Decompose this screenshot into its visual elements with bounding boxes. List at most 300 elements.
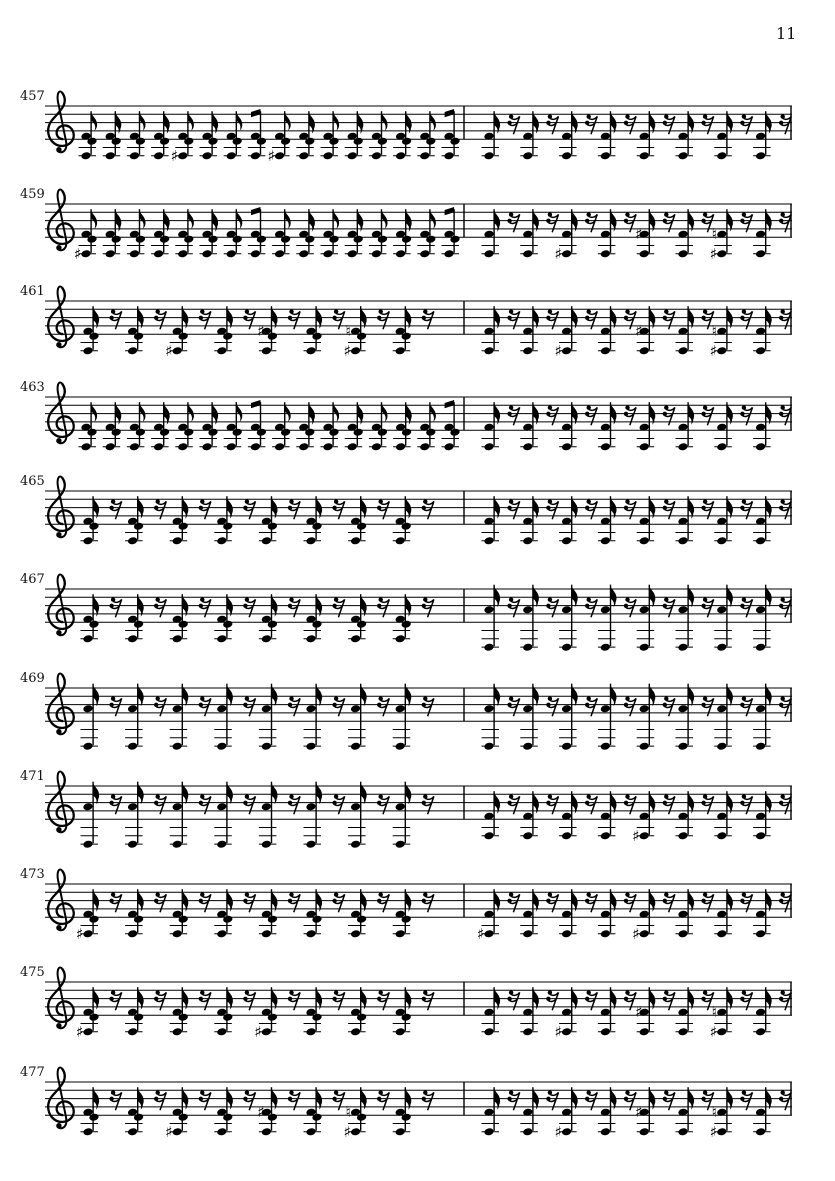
notehead bbox=[274, 442, 285, 451]
note-chord bbox=[214, 306, 233, 355]
notehead bbox=[716, 249, 727, 258]
beam-stub bbox=[445, 400, 455, 408]
sharp-accidental-icon: ♯ bbox=[554, 1023, 562, 1041]
notehead bbox=[172, 840, 183, 849]
sharp-accidental-icon: ♯ bbox=[74, 245, 82, 263]
notehead bbox=[81, 442, 92, 451]
note-chord bbox=[81, 782, 100, 849]
note-chord bbox=[125, 594, 144, 643]
note-chord bbox=[753, 111, 772, 160]
notehead bbox=[216, 929, 227, 938]
note-chord bbox=[304, 987, 323, 1036]
note-chord bbox=[520, 889, 539, 938]
notehead bbox=[261, 346, 272, 355]
sharp-accidental-icon: ♯ bbox=[709, 1123, 718, 1141]
notehead bbox=[298, 249, 309, 258]
note-chord bbox=[321, 209, 340, 258]
notehead bbox=[350, 1127, 361, 1136]
notehead bbox=[395, 634, 406, 643]
notehead bbox=[172, 1127, 183, 1136]
notehead bbox=[250, 249, 261, 258]
note-chord bbox=[637, 585, 656, 652]
note-chord bbox=[304, 496, 323, 545]
notehead bbox=[172, 536, 183, 545]
notehead bbox=[306, 704, 317, 713]
measure-number: 477 bbox=[20, 1065, 45, 1080]
notehead bbox=[83, 929, 94, 938]
note-chord bbox=[103, 402, 122, 451]
notehead bbox=[639, 1027, 650, 1036]
note-chord bbox=[714, 585, 733, 652]
sharp-accidental-icon: ♯ bbox=[554, 1123, 562, 1141]
note-chord bbox=[598, 306, 617, 355]
sharp-accidental-icon: ♯ bbox=[477, 925, 485, 943]
note-chord bbox=[676, 987, 695, 1036]
notehead bbox=[350, 536, 361, 545]
notehead bbox=[261, 929, 272, 938]
note-chord bbox=[81, 1087, 100, 1136]
sharp-accidental-icon: ♯ bbox=[709, 245, 718, 263]
notehead bbox=[127, 1027, 138, 1036]
notehead bbox=[755, 1027, 766, 1036]
sharp-accidental-icon: ♯ bbox=[343, 1123, 351, 1141]
note-chord bbox=[676, 209, 695, 258]
sharp-accidental-icon: ♯ bbox=[635, 225, 643, 244]
note-chord bbox=[81, 306, 100, 355]
notehead bbox=[484, 742, 495, 751]
notehead bbox=[127, 929, 138, 938]
note-chord bbox=[520, 684, 539, 751]
note-chord bbox=[224, 402, 243, 451]
notehead bbox=[755, 346, 766, 355]
note-chord bbox=[296, 209, 315, 258]
notehead bbox=[395, 742, 406, 751]
note-chord bbox=[393, 209, 412, 258]
notehead bbox=[81, 249, 92, 258]
notehead bbox=[716, 704, 727, 713]
notehead bbox=[716, 929, 727, 938]
note-chord bbox=[714, 791, 733, 840]
note-chord bbox=[753, 1087, 772, 1136]
note-chord bbox=[714, 684, 733, 751]
notehead bbox=[755, 249, 766, 258]
notehead bbox=[306, 802, 317, 811]
note-chord bbox=[224, 111, 243, 160]
note-chord bbox=[248, 400, 267, 451]
notehead bbox=[216, 346, 227, 355]
note-chord bbox=[304, 782, 323, 849]
staff-system bbox=[0, 267, 835, 371]
notehead bbox=[172, 1027, 183, 1036]
notehead bbox=[484, 704, 495, 713]
note-chord bbox=[676, 585, 695, 652]
measure-number: 459 bbox=[20, 187, 45, 202]
notehead bbox=[105, 151, 116, 160]
treble-clef-icon bbox=[48, 287, 74, 348]
notehead bbox=[522, 442, 533, 451]
notehead bbox=[127, 536, 138, 545]
note-chord bbox=[559, 987, 578, 1036]
notehead bbox=[600, 1027, 611, 1036]
notehead bbox=[83, 634, 94, 643]
note-chord bbox=[714, 402, 733, 451]
note-chord bbox=[151, 402, 170, 451]
note-chord bbox=[482, 1087, 501, 1136]
notehead bbox=[716, 536, 727, 545]
notehead bbox=[678, 643, 689, 652]
note-chord bbox=[175, 111, 194, 160]
notehead bbox=[395, 1027, 406, 1036]
note-chord bbox=[520, 585, 539, 652]
measure-number: 457 bbox=[20, 89, 45, 104]
notehead bbox=[755, 536, 766, 545]
notehead bbox=[484, 831, 495, 840]
note-chord bbox=[559, 306, 578, 355]
note-chord bbox=[676, 496, 695, 545]
note-chord bbox=[214, 1087, 233, 1136]
note-chord bbox=[103, 111, 122, 160]
staff-system bbox=[0, 363, 835, 467]
notehead bbox=[522, 151, 533, 160]
notehead bbox=[522, 605, 533, 614]
notehead bbox=[600, 643, 611, 652]
note-chord bbox=[200, 111, 219, 160]
notehead bbox=[261, 1127, 272, 1136]
note-chord bbox=[175, 402, 194, 451]
notehead bbox=[350, 840, 361, 849]
note-chord bbox=[296, 111, 315, 160]
notehead bbox=[83, 704, 94, 713]
notehead bbox=[600, 605, 611, 614]
note-chord bbox=[482, 402, 501, 451]
notehead bbox=[323, 249, 334, 258]
sharp-accidental-icon: ♯ bbox=[267, 147, 275, 165]
note-chord bbox=[259, 496, 278, 545]
note-chord bbox=[417, 402, 436, 451]
notehead bbox=[177, 249, 188, 258]
note-chord bbox=[175, 209, 194, 258]
staff-system bbox=[0, 555, 835, 659]
notehead bbox=[561, 536, 572, 545]
measure-number: 463 bbox=[20, 380, 45, 395]
notehead bbox=[261, 802, 272, 811]
note-chord bbox=[81, 496, 100, 545]
notehead bbox=[678, 1027, 689, 1036]
note-chord bbox=[676, 111, 695, 160]
note-chord bbox=[598, 402, 617, 451]
note-chord bbox=[714, 111, 733, 160]
notehead bbox=[600, 1127, 611, 1136]
note-chord bbox=[753, 684, 772, 751]
notehead bbox=[678, 704, 689, 713]
note-chord bbox=[348, 594, 367, 643]
note-chord bbox=[753, 987, 772, 1036]
notehead bbox=[172, 742, 183, 751]
note-chord bbox=[598, 496, 617, 545]
notehead bbox=[172, 634, 183, 643]
notehead bbox=[639, 151, 650, 160]
notehead bbox=[484, 643, 495, 652]
notehead bbox=[323, 151, 334, 160]
beam-stub bbox=[445, 109, 455, 117]
notehead bbox=[639, 831, 650, 840]
notehead bbox=[600, 831, 611, 840]
note-chord bbox=[321, 402, 340, 451]
notehead bbox=[202, 249, 213, 258]
notehead bbox=[444, 249, 455, 258]
notehead bbox=[561, 249, 572, 258]
note-chord bbox=[348, 782, 367, 849]
notehead bbox=[306, 840, 317, 849]
note-chord bbox=[125, 889, 144, 938]
notehead bbox=[261, 742, 272, 751]
note-chord bbox=[170, 306, 189, 355]
notehead bbox=[202, 442, 213, 451]
notehead bbox=[395, 1127, 406, 1136]
notehead bbox=[522, 536, 533, 545]
note-chord bbox=[598, 684, 617, 751]
treble-clef-icon bbox=[48, 190, 74, 251]
note-chord bbox=[442, 207, 461, 258]
notehead bbox=[678, 442, 689, 451]
note-chord bbox=[393, 987, 412, 1036]
notehead bbox=[306, 346, 317, 355]
note-chord bbox=[520, 1087, 539, 1136]
notehead bbox=[395, 929, 406, 938]
notehead bbox=[350, 704, 361, 713]
note-chord bbox=[345, 111, 364, 160]
notehead bbox=[347, 442, 358, 451]
notehead bbox=[177, 151, 188, 160]
notehead bbox=[639, 704, 650, 713]
note-chord bbox=[482, 889, 501, 938]
sharp-accidental-icon: ♯ bbox=[709, 1023, 718, 1041]
note-chord bbox=[170, 594, 189, 643]
notehead bbox=[419, 442, 430, 451]
notehead bbox=[226, 151, 237, 160]
note-chord bbox=[272, 402, 291, 451]
notehead bbox=[298, 151, 309, 160]
note-chord bbox=[676, 1087, 695, 1136]
natural-accidental-icon: ♮ bbox=[711, 322, 718, 341]
sharp-accidental-icon: ♯ bbox=[76, 1023, 84, 1041]
note-chord bbox=[348, 889, 367, 938]
staff-system bbox=[0, 948, 835, 1052]
notehead bbox=[755, 704, 766, 713]
note-chord bbox=[482, 791, 501, 840]
staff-system bbox=[0, 170, 835, 274]
notehead bbox=[600, 442, 611, 451]
notehead bbox=[716, 1027, 727, 1036]
note-chord bbox=[482, 987, 501, 1036]
treble-clef-icon bbox=[48, 92, 74, 153]
notehead bbox=[395, 802, 406, 811]
notehead bbox=[716, 1127, 727, 1136]
notehead bbox=[716, 831, 727, 840]
measure-number: 465 bbox=[20, 474, 45, 489]
note-chord bbox=[200, 209, 219, 258]
notehead bbox=[484, 536, 495, 545]
notehead bbox=[484, 1027, 495, 1036]
note-chord bbox=[125, 306, 144, 355]
notehead bbox=[484, 605, 495, 614]
treble-clef-icon bbox=[48, 674, 74, 735]
sharp-accidental-icon: ♯ bbox=[635, 1003, 643, 1022]
note-chord bbox=[753, 889, 772, 938]
staff-system bbox=[0, 457, 835, 561]
notehead bbox=[153, 151, 164, 160]
note-chord bbox=[125, 684, 144, 751]
note-chord bbox=[520, 791, 539, 840]
notehead bbox=[484, 346, 495, 355]
note-chord bbox=[559, 889, 578, 938]
notehead bbox=[202, 151, 213, 160]
note-chord bbox=[79, 111, 98, 160]
note-chord bbox=[125, 1087, 144, 1136]
notehead bbox=[522, 1027, 533, 1036]
notehead bbox=[639, 249, 650, 258]
notehead bbox=[129, 442, 140, 451]
notehead bbox=[172, 929, 183, 938]
notehead bbox=[678, 151, 689, 160]
note-chord bbox=[393, 684, 412, 751]
natural-accidental-icon: ♮ bbox=[345, 322, 351, 341]
notehead bbox=[105, 442, 116, 451]
treble-clef-icon bbox=[48, 575, 74, 636]
measure-number: 473 bbox=[20, 867, 45, 882]
notehead bbox=[561, 742, 572, 751]
note-chord bbox=[272, 111, 291, 160]
sharp-accidental-icon: ♯ bbox=[257, 322, 265, 341]
staff-system bbox=[0, 752, 835, 856]
notehead bbox=[600, 704, 611, 713]
note-chord bbox=[417, 209, 436, 258]
note-chord bbox=[369, 402, 388, 451]
notehead bbox=[600, 249, 611, 258]
note-chord bbox=[393, 496, 412, 545]
notehead bbox=[639, 536, 650, 545]
notehead bbox=[350, 346, 361, 355]
notehead bbox=[226, 249, 237, 258]
sharp-accidental-icon: ♯ bbox=[254, 1023, 262, 1041]
notehead bbox=[216, 634, 227, 643]
notehead bbox=[600, 346, 611, 355]
note-chord bbox=[259, 782, 278, 849]
note-chord bbox=[259, 889, 278, 938]
note-chord bbox=[417, 111, 436, 160]
notehead bbox=[755, 831, 766, 840]
notehead bbox=[678, 929, 689, 938]
notehead bbox=[153, 442, 164, 451]
notehead bbox=[216, 1127, 227, 1136]
notehead bbox=[127, 346, 138, 355]
note-chord bbox=[520, 402, 539, 451]
staff-system bbox=[0, 850, 835, 954]
notehead bbox=[177, 442, 188, 451]
note-chord bbox=[304, 1087, 323, 1136]
notehead bbox=[484, 1127, 495, 1136]
notehead bbox=[522, 704, 533, 713]
notehead bbox=[83, 840, 94, 849]
notehead bbox=[83, 742, 94, 751]
note-chord bbox=[482, 209, 501, 258]
notehead bbox=[639, 442, 650, 451]
notehead bbox=[350, 634, 361, 643]
sharp-accidental-icon: ♯ bbox=[709, 342, 718, 360]
notehead bbox=[600, 151, 611, 160]
sharp-accidental-icon: ♯ bbox=[76, 925, 84, 943]
notehead bbox=[561, 346, 572, 355]
note-chord bbox=[676, 684, 695, 751]
sharp-accidental-icon: ♯ bbox=[554, 342, 562, 360]
note-chord bbox=[79, 402, 98, 451]
note-chord bbox=[520, 209, 539, 258]
notehead bbox=[261, 840, 272, 849]
natural-accidental-icon: ♮ bbox=[711, 1003, 718, 1022]
sharp-accidental-icon: ♯ bbox=[632, 925, 640, 943]
note-chord bbox=[214, 889, 233, 938]
notehead bbox=[639, 605, 650, 614]
notehead bbox=[129, 151, 140, 160]
note-chord bbox=[482, 111, 501, 160]
notehead bbox=[716, 151, 727, 160]
notehead bbox=[755, 151, 766, 160]
notehead bbox=[216, 536, 227, 545]
notehead bbox=[678, 831, 689, 840]
note-chord bbox=[559, 585, 578, 652]
sharp-accidental-icon: ♯ bbox=[165, 342, 173, 360]
notehead bbox=[347, 151, 358, 160]
notehead bbox=[561, 1027, 572, 1036]
note-chord bbox=[753, 402, 772, 451]
notehead bbox=[395, 704, 406, 713]
notehead bbox=[216, 1027, 227, 1036]
notehead bbox=[105, 249, 116, 258]
notehead bbox=[298, 442, 309, 451]
notehead bbox=[561, 605, 572, 614]
notehead bbox=[323, 442, 334, 451]
notehead bbox=[216, 704, 227, 713]
note-chord bbox=[598, 209, 617, 258]
measure-number: 471 bbox=[20, 769, 45, 784]
treble-clef-icon bbox=[48, 968, 74, 1029]
staff-system bbox=[0, 1048, 835, 1152]
notehead bbox=[678, 1127, 689, 1136]
notehead bbox=[83, 1027, 94, 1036]
note-chord bbox=[393, 782, 412, 849]
notehead bbox=[274, 151, 285, 160]
notehead bbox=[395, 442, 406, 451]
note-chord bbox=[637, 684, 656, 751]
notehead bbox=[522, 643, 533, 652]
notehead bbox=[600, 536, 611, 545]
note-chord bbox=[676, 306, 695, 355]
notehead bbox=[127, 1127, 138, 1136]
notehead bbox=[226, 442, 237, 451]
notehead bbox=[716, 346, 727, 355]
note-chord bbox=[598, 585, 617, 652]
note-chord bbox=[369, 209, 388, 258]
notehead bbox=[216, 802, 227, 811]
notehead bbox=[522, 346, 533, 355]
note-chord bbox=[393, 111, 412, 160]
note-chord bbox=[321, 111, 340, 160]
notehead bbox=[522, 831, 533, 840]
notehead bbox=[600, 742, 611, 751]
note-chord bbox=[442, 109, 461, 160]
beam-stub bbox=[251, 400, 261, 408]
measure-number: 467 bbox=[20, 572, 45, 587]
